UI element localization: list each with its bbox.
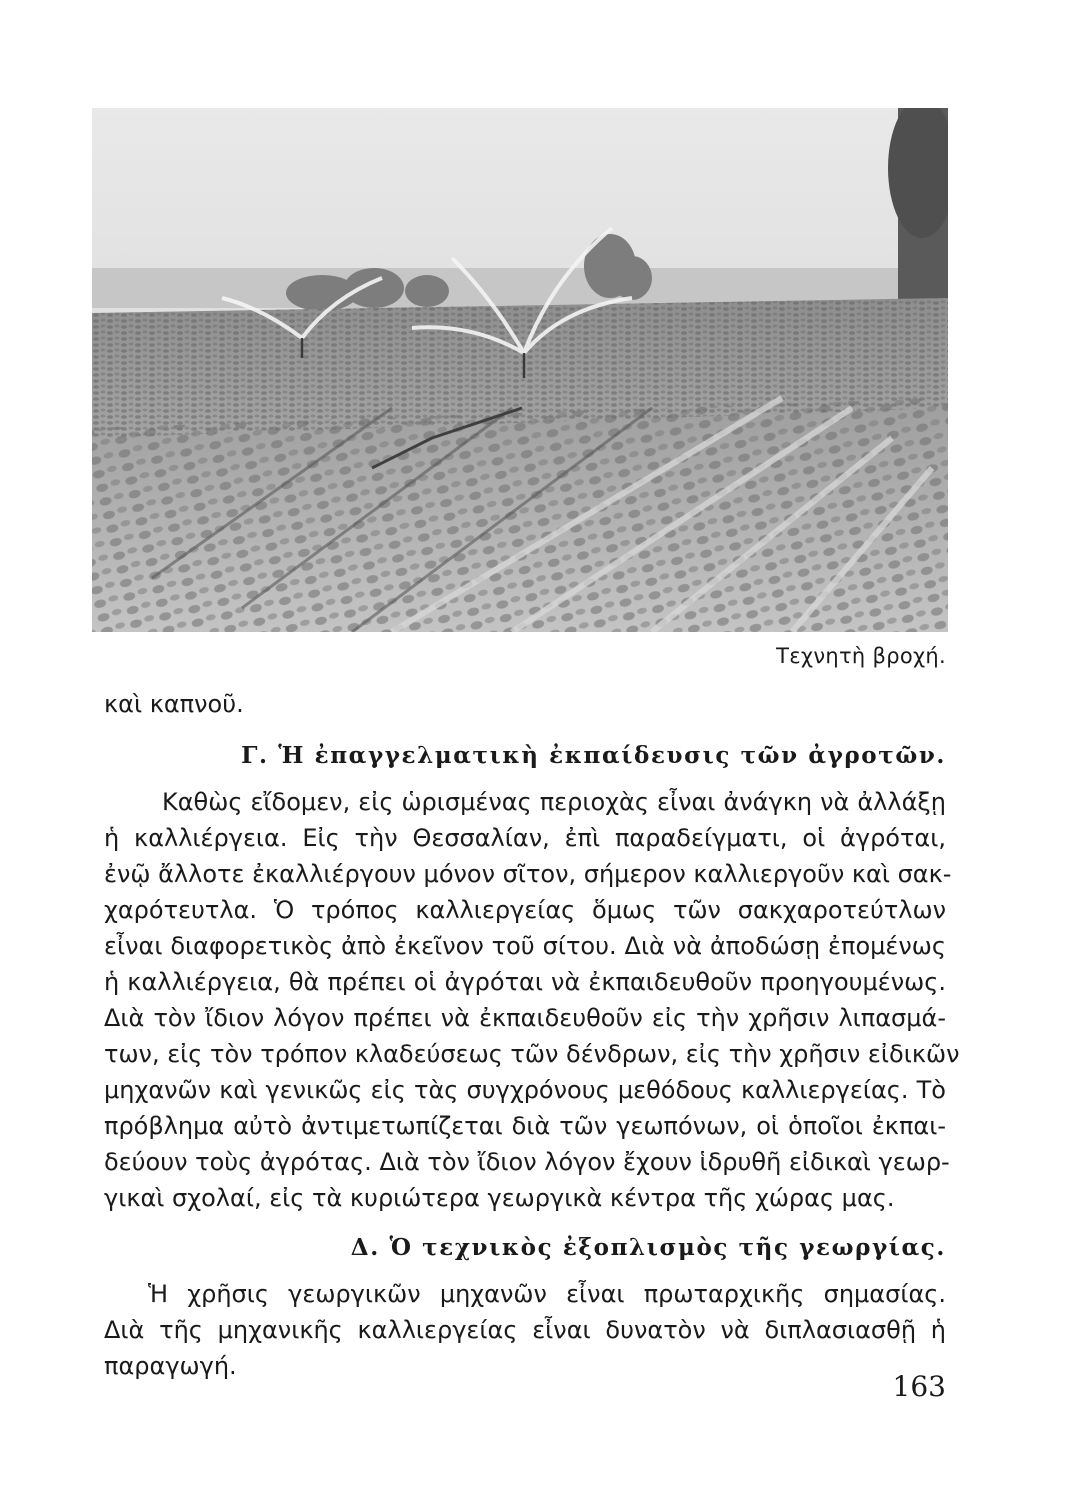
photo-caption: Τεχνητὴ βροχή. bbox=[776, 644, 946, 668]
section-heading-education: Γ. Ἡ ἐπαγγελματικὴ ἐκπαίδευσις τῶν ἀγροτῶν. bbox=[241, 742, 946, 769]
paragraph-line: ἡ καλλιέργεια, θὰ πρέπει οἱ ἀγρόται νὰ ἐκπαιδευθοῦν προηγουμένως. bbox=[104, 968, 946, 996]
photo-irrigation-field-icon bbox=[92, 108, 948, 632]
paragraph-line: μηχανῶν καὶ γενικῶς εἰς τὰς συγχρόνους μεθόδους καλλιεργείας. Τὸ bbox=[104, 1076, 946, 1104]
paragraph-line: εἶναι διαφορετικὸς ἀπὸ ἐκεῖνον τοῦ σίτου. Διὰ νὰ ἀποδώσῃ ἐπομένως bbox=[104, 932, 946, 960]
paragraph-line: παραγωγή. bbox=[104, 1352, 237, 1380]
paragraph-line: Διὰ τὸν ἴδιον λόγον πρέπει νὰ ἐκπαιδευθοῦν εἰς τὴν χρῆσιν λιπασμά- bbox=[104, 1004, 946, 1032]
paragraph-line: των, εἰς τὸν τρόπον κλαδεύσεως τῶν δένδρων, εἰς τὴν χρῆσιν εἰδικῶν bbox=[104, 1040, 960, 1068]
paragraph-line: Διὰ τῆς μηχανικῆς καλλιεργείας εἶναι δυνατὸν νὰ διπλασιασθῇ ἡ bbox=[104, 1316, 946, 1344]
paragraph-line: δεύουν τοὺς ἀγρότας. Διὰ τὸν ἴδιον λόγον ἔχουν ἱδρυθῆ εἰδικαὶ γεωρ- bbox=[104, 1148, 950, 1176]
page-number: 163 bbox=[892, 1370, 946, 1403]
intro-line: καὶ καπνοῦ. bbox=[104, 690, 244, 718]
paragraph-line: Ἡ χρῆσις γεωργικῶν μηχανῶν εἶναι πρωταρχικῆς σημασίας. bbox=[148, 1280, 946, 1308]
paragraph-line: ἐνῷ ἄλλοτε ἐκαλλιέργουν μόνον σῖτον, σήμερον καλλιεργοῦν καὶ σακ- bbox=[104, 860, 952, 888]
irrigation-photo bbox=[92, 108, 948, 632]
paragraph-line: χαρότευτλα. Ὁ τρόπος καλλιεργείας ὅμως τῶν σακχαροτεύτλων bbox=[104, 896, 946, 924]
paragraph-line: πρόβλημα αὐτὸ ἀντιμετωπίζεται διὰ τῶν γεωπόνων, οἱ ὁποῖοι ἐκπαι- bbox=[104, 1112, 946, 1140]
paragraph-line: Καθὼς εἴδομεν, εἰς ὡρισμένας περιοχὰς εἶναι ἀνάγκη νὰ ἀλλάξῃ bbox=[162, 788, 946, 816]
paragraph-line: γικαὶ σχολαί, εἰς τὰ κυριώτερα γεωργικὰ κέντρα τῆς χώρας μας. bbox=[104, 1184, 895, 1212]
paragraph-line: ἡ καλλιέργεια. Εἰς τὴν Θεσσαλίαν, ἐπὶ παραδείγματι, οἱ ἀγρόται, bbox=[104, 824, 946, 852]
section-heading-equipment: Δ. Ὁ τεχνικὸς ἐξοπλισμὸς τῆς γεωργίας. bbox=[350, 1234, 946, 1261]
